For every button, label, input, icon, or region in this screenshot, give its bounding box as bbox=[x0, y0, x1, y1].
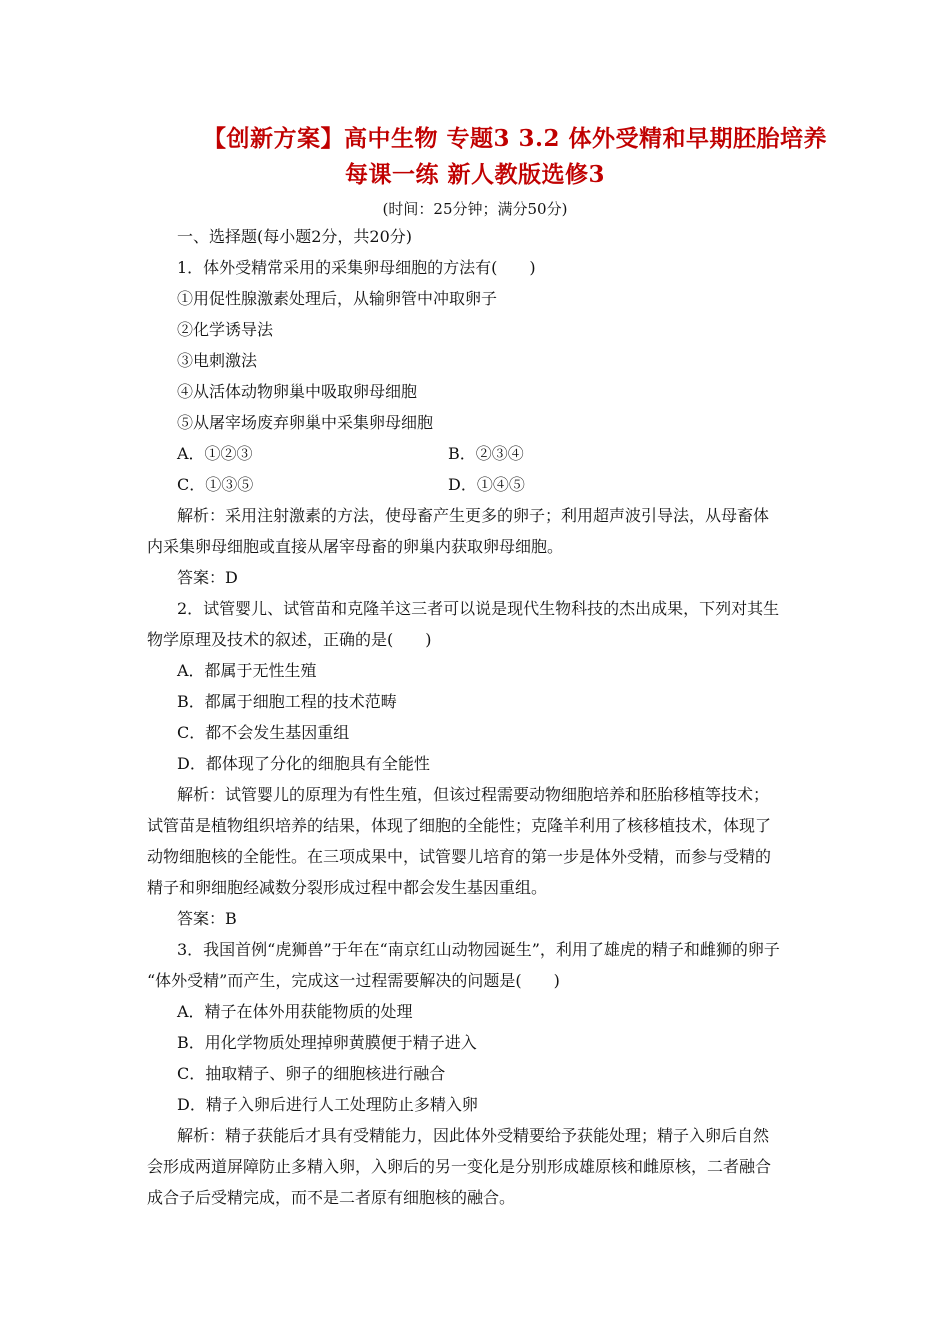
q3-stem-line2: “体外受精”而产生，完成这一过程需要解决的问题是( ) bbox=[147, 971, 560, 990]
q1-option-a: A．①②③ bbox=[177, 444, 253, 463]
q1-item-1: ①用促性腺激素处理后，从输卵管中冲取卵子 bbox=[177, 289, 498, 308]
q1-item-3: ③电刺激法 bbox=[177, 351, 258, 370]
q2-option-a: A．都属于无性生殖 bbox=[177, 661, 317, 680]
q3-option-b: B．用化学物质处理掉卵黄膜便于精子进入 bbox=[177, 1033, 477, 1052]
q2-option-d: D．都体现了分化的细胞具有全能性 bbox=[177, 754, 430, 773]
q1-option-d: D．①④⑤ bbox=[448, 475, 525, 494]
q1-item-2: ②化学诱导法 bbox=[177, 320, 274, 339]
q2-analysis-line1: 解析：试管婴儿的原理为有性生殖，但该过程需要动物细胞培养和胚胎移植等技术； bbox=[177, 785, 770, 804]
q2-analysis-line3: 动物细胞核的全能性。在三项成果中，试管婴儿培育的第一步是体外受精，而参与受精的 bbox=[147, 847, 772, 866]
document-title-line1: 【创新方案】高中生物 专题3 3.2 体外受精和早期胚胎培养 bbox=[202, 125, 828, 152]
q1-option-b: B．②③④ bbox=[448, 444, 524, 463]
q1-analysis-line1: 解析：采用注射激素的方法，使母畜产生更多的卵子；利用超声波引导法，从母畜体 bbox=[177, 506, 770, 525]
document-title-line2: 每课一练 新人教版选修3 bbox=[344, 161, 605, 188]
section-heading: 一、选择题(每小题2分，共20分) bbox=[177, 227, 413, 246]
q2-analysis-line2: 试管苗是植物组织培养的结果，体现了细胞的全能性；克隆羊利用了核移植技术，体现了 bbox=[147, 816, 772, 835]
q3-option-c: C．抽取精子、卵子的细胞核进行融合 bbox=[177, 1064, 446, 1083]
q3-analysis-line3: 成合子后受精完成，而不是二者原有细胞核的融合。 bbox=[147, 1188, 516, 1207]
q3-option-d: D．精子入卵后进行人工处理防止多精入卵 bbox=[177, 1095, 478, 1114]
q3-option-a: A．精子在体外用获能物质的处理 bbox=[177, 1002, 413, 1021]
q1-stem: 1．体外受精常采用的采集卵母细胞的方法有( ) bbox=[177, 258, 536, 277]
q3-analysis-line2: 会形成两道屏障防止多精入卵，入卵后的另一变化是分别形成雄原核和雌原核，二者融合 bbox=[147, 1157, 772, 1176]
q2-option-c: C．都不会发生基因重组 bbox=[177, 723, 350, 742]
q2-analysis-line4: 精子和卵细胞经减数分裂形成过程中都会发生基因重组。 bbox=[147, 878, 548, 897]
time-score-subtitle: (时间：25分钟；满分50分) bbox=[382, 200, 568, 218]
q1-option-c: C．①③⑤ bbox=[177, 475, 254, 494]
q2-stem-line1: 2．试管婴儿、试管苗和克隆羊这三者可以说是现代生物科技的杰出成果，下列对其生 bbox=[177, 599, 780, 618]
q1-answer: 答案：D bbox=[177, 568, 238, 587]
q3-stem-line1: 3．我国首例“虎狮兽”于年在“南京红山动物园诞生”，利用了雄虎的精子和雌狮的卵子 bbox=[177, 940, 780, 959]
q1-item-5: ⑤从屠宰场废弃卵巢中采集卵母细胞 bbox=[177, 413, 434, 432]
q3-analysis-line1: 解析：精子获能后才具有受精能力，因此体外受精要给予获能处理；精子入卵后自然 bbox=[177, 1126, 770, 1145]
q2-option-b: B．都属于细胞工程的技术范畴 bbox=[177, 692, 397, 711]
q1-analysis-line2: 内采集卵母细胞或直接从屠宰母畜的卵巢内获取卵母细胞。 bbox=[147, 537, 564, 556]
q2-answer: 答案：B bbox=[177, 909, 237, 928]
q1-item-4: ④从活体动物卵巢中吸取卵母细胞 bbox=[177, 382, 418, 401]
q2-stem-line2: 物学原理及技术的叙述，正确的是( ) bbox=[147, 630, 432, 649]
